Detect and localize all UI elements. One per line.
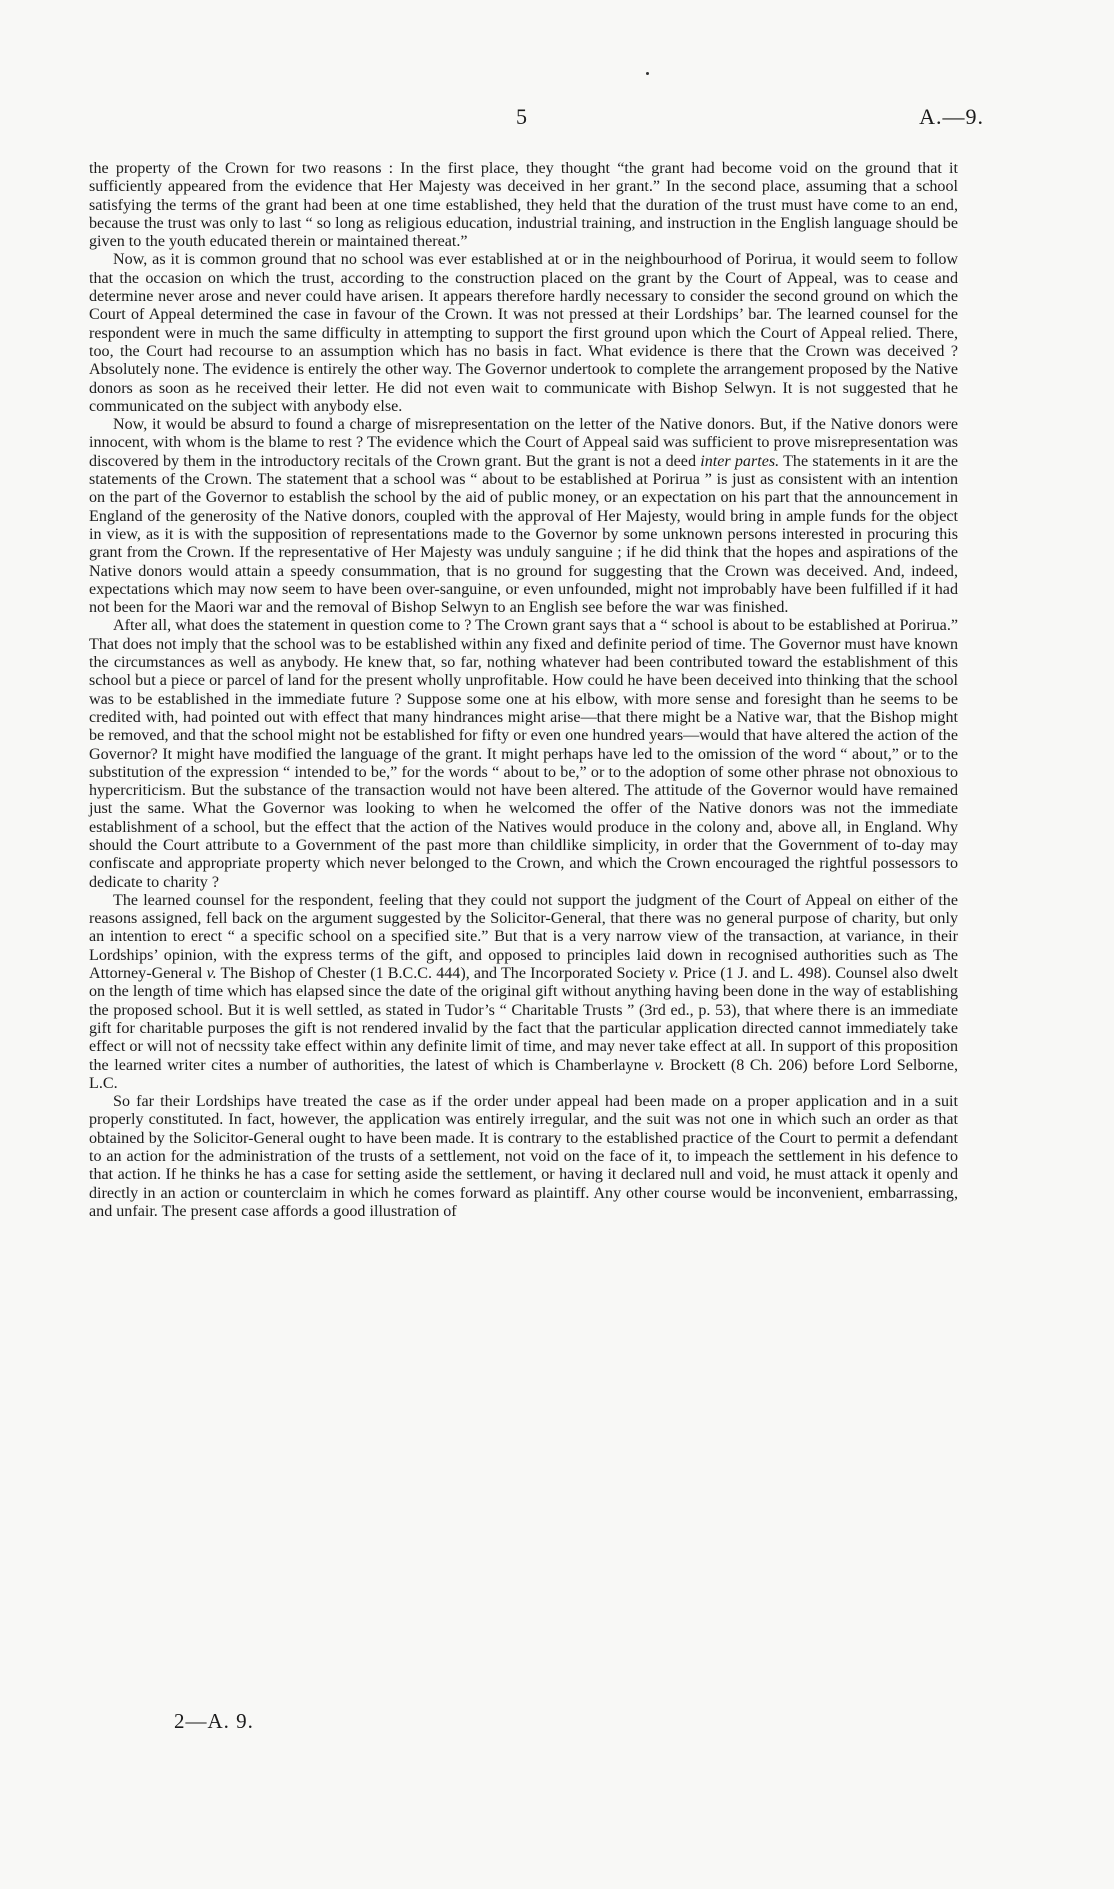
paragraph-5-part-2: The Bishop of Chester (1 B.C.C. 444), and The Incorporated Society	[216, 965, 669, 983]
paragraph-5-part-1: The learned counsel for the respondent, feeling that they could not support the judgment of the Court of Appeal on either of the reasons assigned, fell back on the argument suggested by the Solicitor-General, that there was no general purpose of charity, but only an intention to erect “ a specific school on a specified site.” But that is a very narrow view of the transaction, at variance, in their Lordships’ opinion, with the express terms of the gift, and opposed to principles laid down in recognised authorities such as The Attorney-General	[89, 891, 958, 983]
paragraph-5	[89, 892, 958, 1093]
paragraph-5-part-4: Brockett (8 Ch. 206) before Lord Selborne, L.C.	[89, 1056, 959, 1092]
paragraph-3-part-1: Now, it would be absurd to found a charge of misrepresentation on the letter of the Native donors. But, if the Native donors were innocent, with whom is the blame to rest ? The evidence which the Court of Appeal said was sufficient to prove misrepresentation was discovered by them in the introductory recitals of the Crown grant. But the grant is not a deed	[89, 416, 958, 470]
printer-signature-mark: 2—A. 9.	[174, 1709, 254, 1733]
document-reference: A.—9.	[919, 104, 984, 129]
paragraph-3-part-2: The statements in it are the statements of the Crown. The statement that a school was “ about to be established at Porirua ” is just as consistent with an intention on the part of the Governor to establish the school by the aid of public money, or an expectation on his part that the announcement in England of the generosity of the Native donors, coupled with the approval of Her Majesty, would bring in ample funds for the object in view, as it is with the supposition of representations made to the Governor by some unknown persons interested in procuring this grant from the Crown. If the representative of Her Majesty was unduly sanguine ; if he did think that the hopes and aspirations of the Native donors would attain a speedy consummation, that is no ground for suggesting that the Crown was deceived. And, indeed, expectations which may now seem to have been over-sanguine, or even unfounded, might not improbably have been fulfilled if it had not been for the Maori war and the removal of Bishop Selwyn to an English see before the war was finished.	[89, 452, 958, 617]
paragraph-3	[89, 416, 958, 617]
print-speck	[646, 72, 649, 75]
paragraph-5-italic-versus-2: v.	[668, 965, 679, 983]
page-header	[0, 104, 1114, 134]
paragraph-4: After all, what does the statement in question come to ? The Crown grant says that a “ school is about to be established at Porirua.” That does not imply that the school was to be established within any fixed and definite period of time. The Governor must have known the circumstances as well as anybody. He knew that, so far, nothing whatever had been contributed toward the establishment of this school but a piece or parcel of land for the present wholly unprofitable. How could he have been deceived into thinking that the school was to be established in the immediate future ? Suppose some one at his elbow, with more sense and foresight than he seems to be credited with, had pointed out with effect that many hindrances might arise—that there might be a Native war, that the Bishop might be removed, and that the school might not be established for fifty or even one hundred years—would that have altered the action of the Governor? It might have modified the language of the grant. It might perhaps have led to the omission of the word “ about,” or to the substitution of the expression “ intended to be,” for the words “ about to be,” or to the adoption of some other phrase not obnoxious to hypercriticism. But the substance of the transaction would not have been altered. The attitude of the Governor would have remained just the same. What the Governor was looking to when he welcomed the offer of the Native donors was not the immediate establishment of a school, but the effect that the action of the Natives would produce in the colony and, above all, in England. Why should the Court attribute to a Government of the past more than childlike simplicity, in order that the Government of to-day may confiscate and appropriate property which never belonged to the Crown, and which the Crown encouraged the rightful possessors to dedicate to charity ?	[89, 617, 958, 891]
paragraph-3-italic-inter-partes: inter partes.	[700, 452, 780, 470]
paragraph-5-italic-versus-1: v.	[206, 965, 217, 983]
page-number: 5	[516, 104, 527, 129]
paragraph-5-part-3: Price (1 J. and L. 498). Counsel also dwelt on the length of time which has elapsed since the date of the original gift without anything having been done in the way of establishing the proposed school. But it is well settled, as stated in Tudor’s “ Charitable Trusts ” (3rd ed., p. 53), that where there is an immediate gift for charitable purposes the gift is not rendered invalid by the fact that the particular application directed cannot immediately take effect or will not of necssity take effect within any definite limit of time, and may never take effect at all. In support of this proposition the learned writer cites a number of authorities, the latest of which is Chamberlayne	[89, 965, 958, 1074]
paragraph-6: So far their Lordships have treated the case as if the order under appeal had been made on a proper application and in a suit properly constituted. In fact, however, the application was entirely irregular, and the suit was not one in which such an order as that obtained by the Solicitor-General ought to have been made. It is contrary to the established practice of the Court to permit a defendant to an action for the administration of the trusts of a settlement, not void on the face of it, to impeach the settlement in his defence to that action. If he thinks he has a case for setting aside the settlement, or having it declared null and void, he must attack it openly and directly in an action or counterclaim in which he comes forward as plaintiff. Any other course would be inconvenient, embarrassing, and unfair. The present case affords a good illustration of	[89, 1093, 958, 1220]
paragraph-2: Now, as it is common ground that no school was ever established at or in the neighbourhood of Porirua, it would seem to follow that the occasion on which the trust, according to the construction placed on the grant by the Court of Appeal, was to cease and determine never arose and never could have arisen. It appears therefore hardly necessary to consider the second ground on which the Court of Appeal determined the case in favour of the Crown. It was not pressed at their Lordships’ bar. The learned counsel for the respondent were in much the same difficulty in attempting to support the first ground upon which the Court of Appeal relied. There, too, the Court had recourse to an assumption which has no basis in fact. What evidence is there that the Crown was deceived ? Absolutely none. The evidence is entirely the other way. The Governor undertook to complete the arrangement proposed by the Native donors as soon as he received their letter. He did not even wait to communicate with Bishop Selwyn. It is not suggested that he communicated on the subject with anybody else.	[89, 251, 958, 415]
paragraph-5-italic-versus-3: v.	[654, 1056, 665, 1074]
paragraph-1: the property of the Crown for two reasons : In the first place, they thought “the grant had become void on the ground that it sufficiently appeared from the evidence that Her Majesty was deceived in her grant.” In the second place, assuming that a school satisfying the terms of the grant had been at one time established, they held that the duration of the trust must have come to an end, because the trust was only to last “ so long as religious education, industrial training, and instruction in the English language should be given to the youth educated therein or maintained thereat.”	[89, 160, 958, 251]
body-text	[89, 160, 958, 1221]
